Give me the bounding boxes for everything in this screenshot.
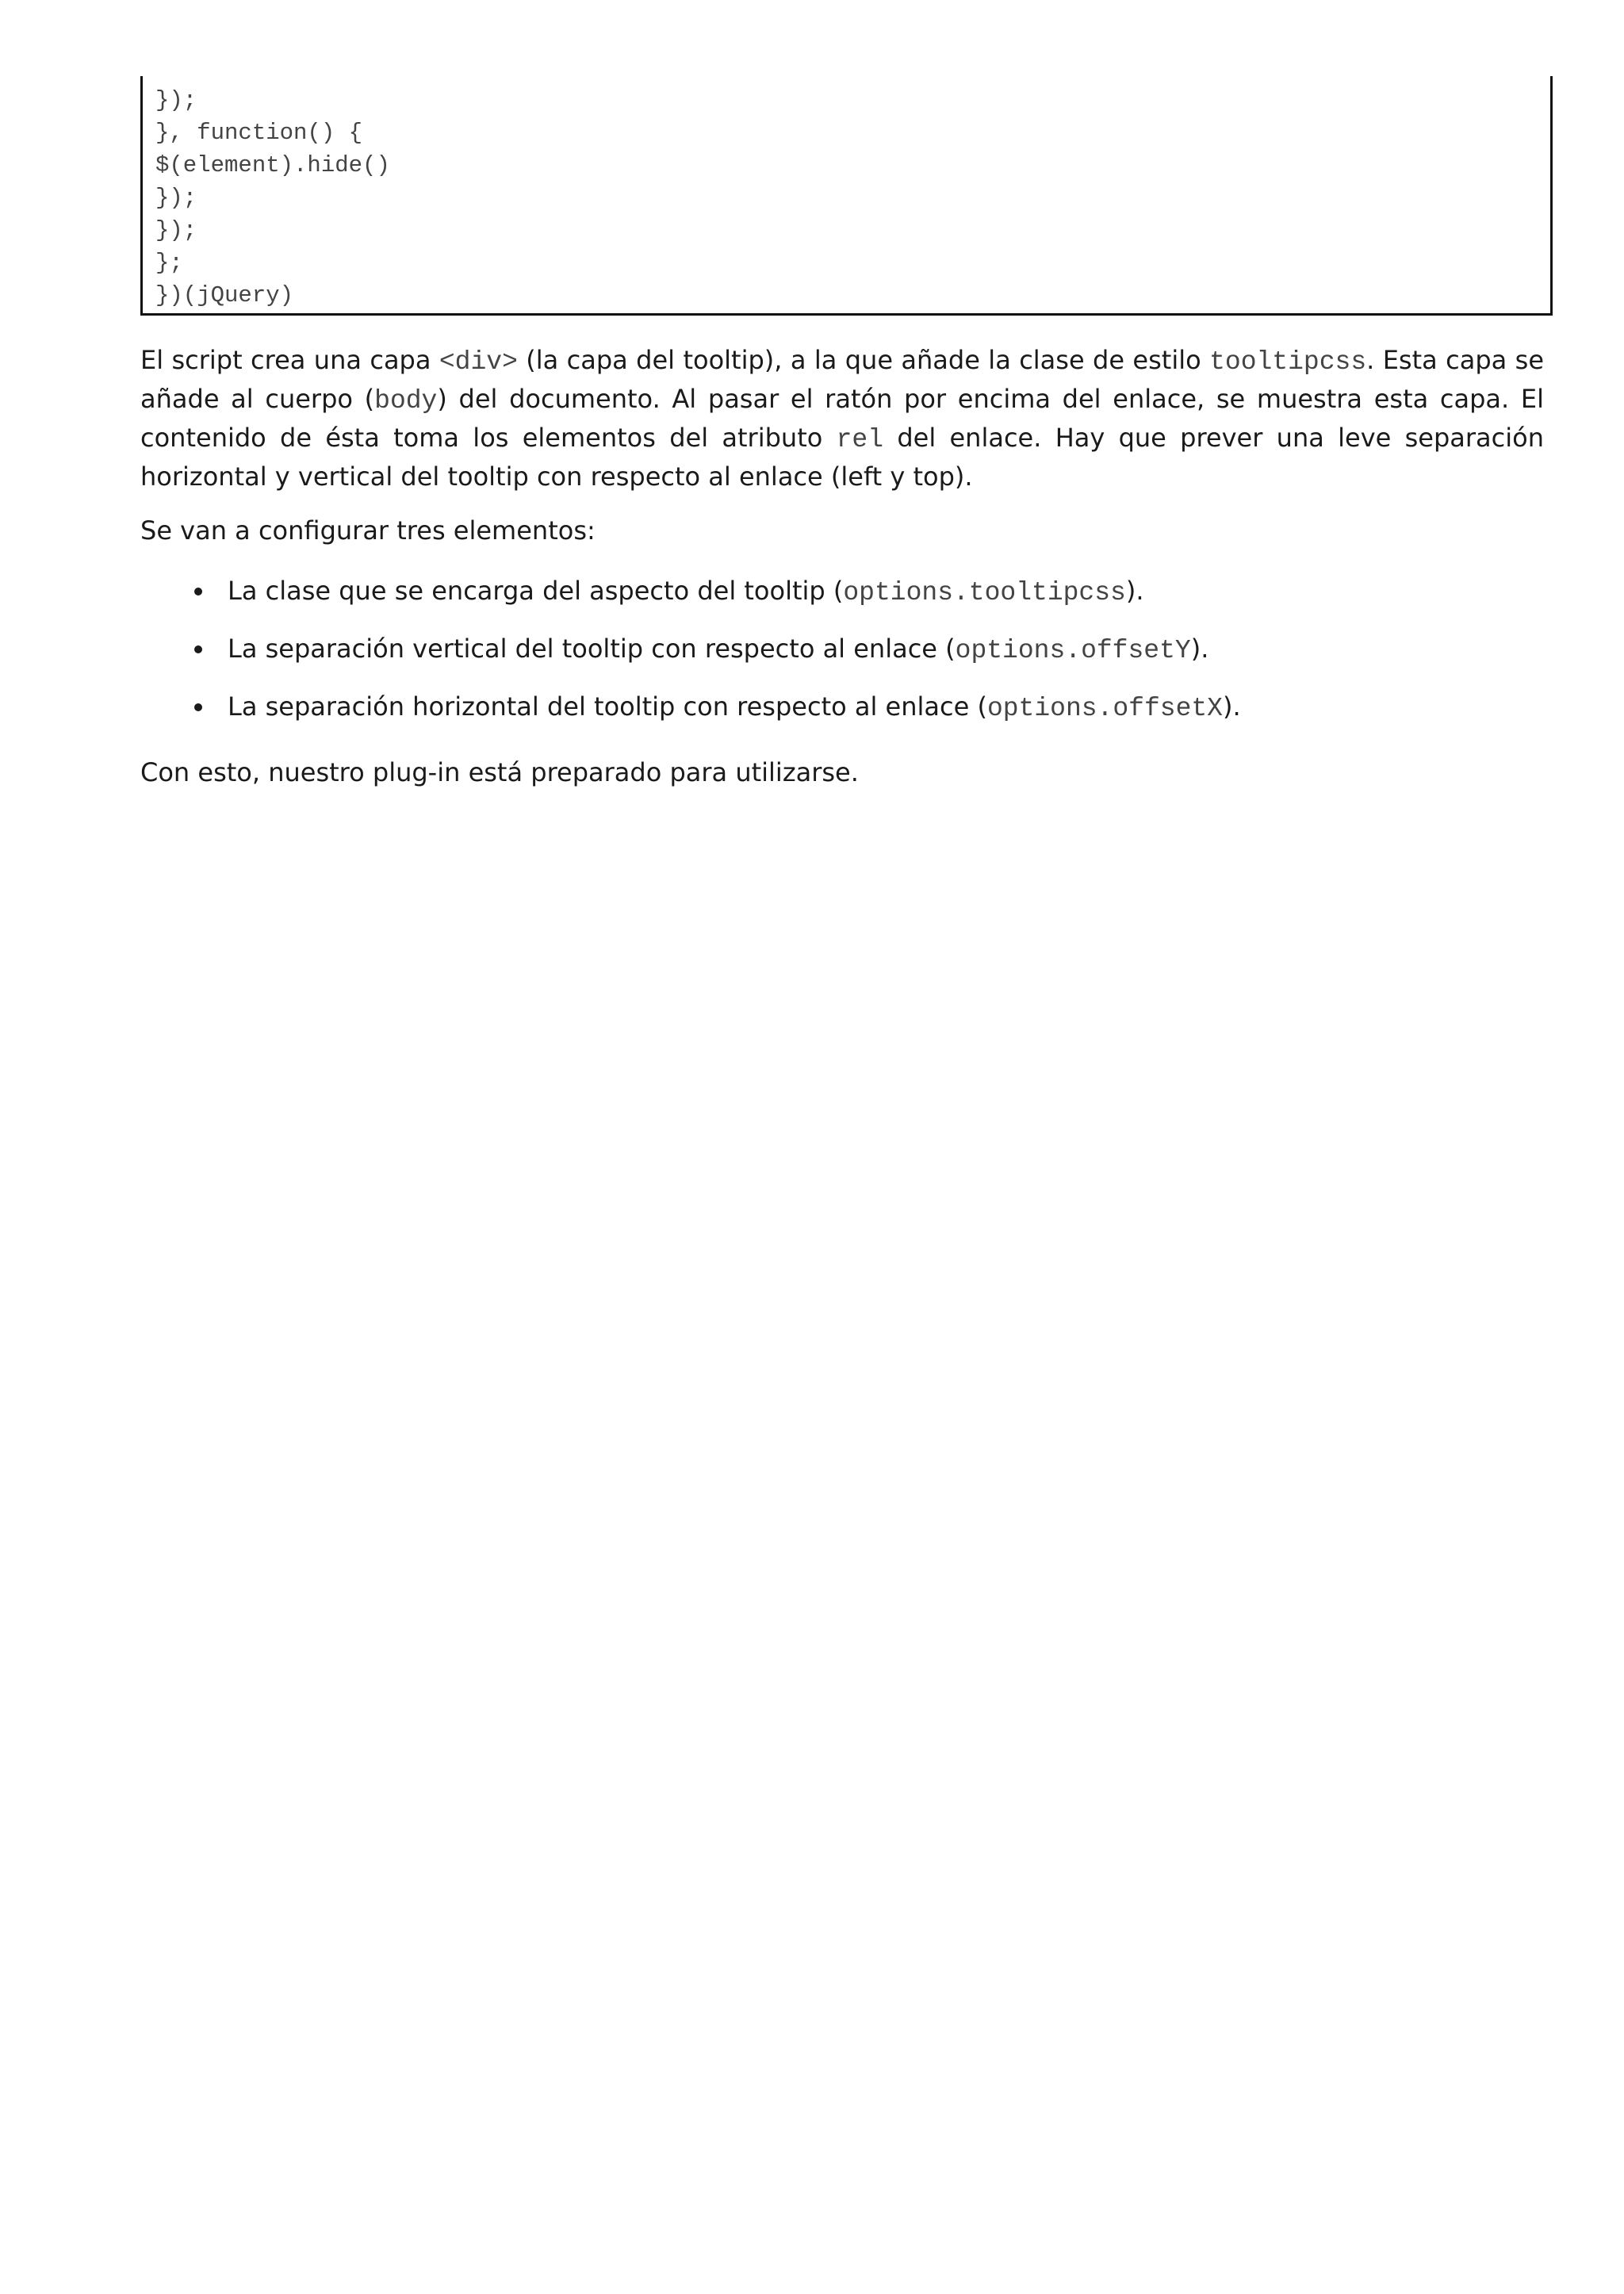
code-line: }; (155, 250, 183, 276)
code-line: }); (155, 185, 197, 211)
inline-code: tooltipcss (1209, 347, 1367, 377)
code-line: }, function() { (155, 120, 363, 146)
bullet-icon (194, 703, 202, 711)
config-list (140, 573, 1544, 746)
bullet-icon (194, 588, 202, 596)
inline-code: options.offsetX (986, 694, 1223, 723)
inline-code: rel (836, 425, 884, 454)
bullet-icon (194, 645, 202, 653)
code-line: })(jQuery) (155, 282, 294, 308)
list-item (140, 630, 1544, 667)
paragraph-config-intro: Se van a configurar tres elementos: (140, 515, 596, 546)
code-line: }); (155, 87, 197, 113)
list-item-text: ). (1125, 576, 1144, 606)
inline-code: body (374, 386, 438, 416)
list-item-text: La separación vertical del tooltip con respecto al enlace ( (228, 634, 956, 664)
list-item (140, 688, 1544, 725)
list-item-text: La separación horizontal del tooltip con respecto al enlace ( (228, 691, 987, 722)
inline-code: options.tooltipcss (843, 578, 1126, 607)
paragraph-text: (la capa del tooltip), a la que añade la clase de estilo (517, 345, 1210, 375)
paragraph-script-description (140, 342, 1544, 495)
paragraph-text: ) del documento. Al pasar el ratón por encima del enlace, se muestra esta capa. El contenido de ésta toma los elementos del atributo (140, 384, 1544, 453)
code-line: $(element).hide() (155, 152, 390, 178)
paragraph-text: . Esta capa se añade al cuerpo ( (140, 345, 1545, 414)
paragraph-conclusion: Con esto, nuestro plug-in está preparado para utilizarse. (140, 757, 859, 787)
list-item-text: ). (1190, 634, 1209, 664)
paragraph-text: El script crea una capa (140, 345, 439, 375)
code-line: }); (155, 217, 197, 243)
paragraph-text: del enlace. Hay que prever una leve separación horizontal y vertical del tooltip con respecto al enlace (left y top). (140, 423, 1545, 492)
inline-code: options.offsetY (955, 636, 1191, 665)
list-item-text: La clase que se encarga del aspecto del tooltip ( (228, 576, 844, 606)
list-item (140, 573, 1544, 609)
list-item-text: ). (1223, 691, 1241, 722)
code-block (140, 76, 1553, 316)
inline-code: <div> (439, 347, 518, 377)
